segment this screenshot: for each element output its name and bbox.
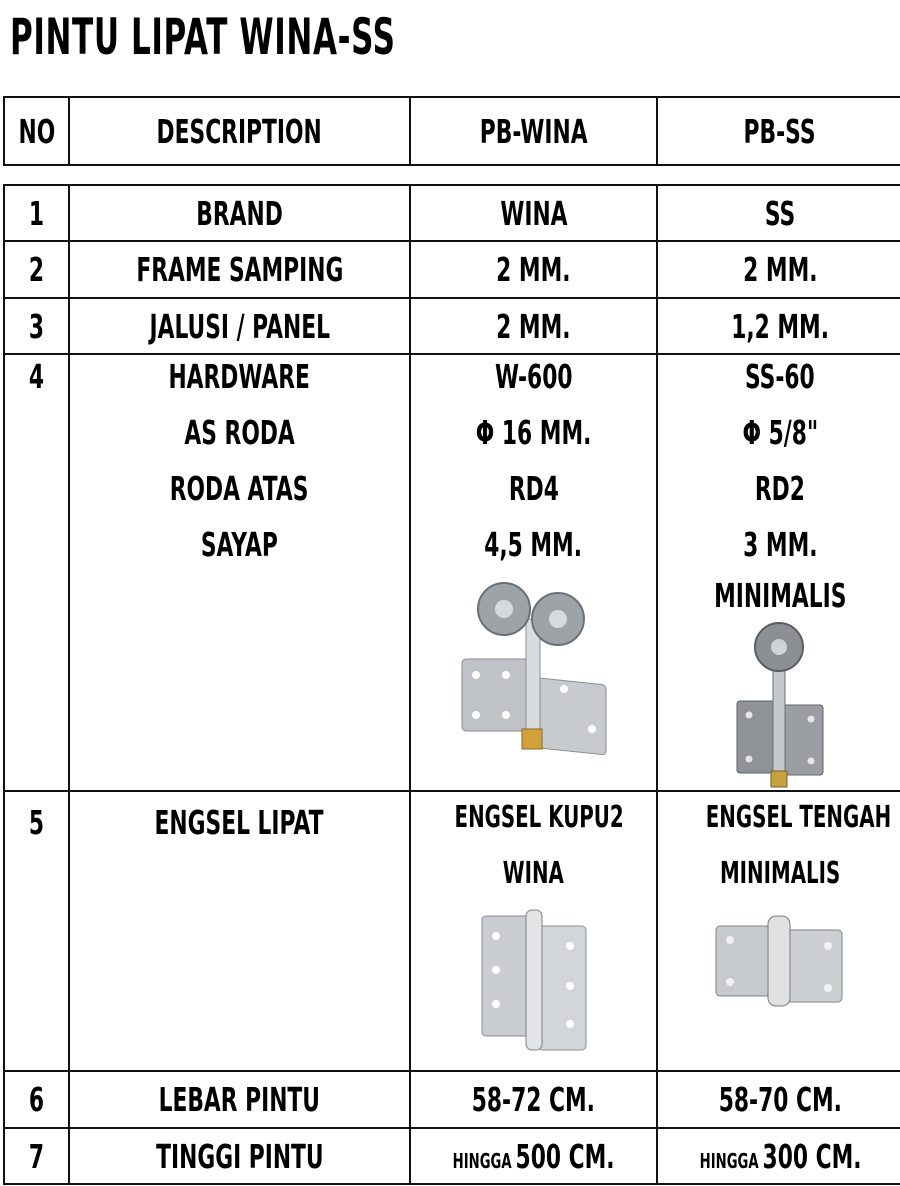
center-hinge-image [710,906,850,1016]
row-number: 7 [4,1128,69,1184]
sayap-label: SAYAP [201,525,278,564]
spec-table [3,184,900,1185]
table-row [4,354,900,791]
header-row [4,97,900,165]
value-pb-wina: 2 MM. [410,298,657,354]
row-description: JALUSI / PANEL [69,298,410,354]
roller-hardware-w600-image [454,579,614,759]
table-row [4,1128,900,1184]
value-pb-ss: 2 MM. [657,241,900,298]
value-pb-ss: SS [657,185,900,241]
value-pb-ss: HINGGA 300 CM. [657,1128,900,1184]
value-pb-ss: 58-70 CM. [657,1071,900,1128]
value-pb-wina: 2 MM. [410,241,657,298]
roda-atas-label: RODA ATAS [170,469,309,508]
value-pb-wina: ENGSEL KUPU2 WINA [410,791,657,1071]
butterfly-hinge-image [474,906,594,1056]
roller-hardware-ss60-image [725,619,835,789]
row-description [69,354,410,791]
row-description: LEBAR PINTU [69,1071,410,1128]
header-pb-ss: PB-SS [657,97,900,165]
hardware-label: HARDWARE [168,357,311,396]
row-description: ENGSEL LIPAT [69,791,410,1071]
table-row [4,1071,900,1128]
table-row [4,241,900,298]
row-description: TINGGI PINTU [69,1128,410,1184]
value-pb-ss: 1,2 MM. [657,298,900,354]
row-number: 4 [4,354,69,791]
row-description: FRAME SAMPING [69,241,410,298]
value-pb-ss: ENGSEL TENGAH MINIMALIS [657,791,900,1071]
value-pb-wina: W-600 Φ 16 MM. RD4 4,5 MM. [410,354,657,791]
header-table [3,96,900,166]
header-pb-wina: PB-WINA [410,97,657,165]
table-row [4,298,900,354]
row-description: BRAND [69,185,410,241]
value-pb-wina: WINA [410,185,657,241]
value-pb-wina: 58-72 CM. [410,1071,657,1128]
row-number: 2 [4,241,69,298]
as-roda-label: AS RODA [184,413,295,452]
table-row [4,791,900,1071]
value-pb-wina: HINGGA 500 CM. [410,1128,657,1184]
row-number: 6 [4,1071,69,1128]
header-description: DESCRIPTION [69,97,410,165]
page-title: PINTU LIPAT WINA-SS [10,8,396,66]
row-number: 1 [4,185,69,241]
row-number: 3 [4,298,69,354]
value-pb-ss: SS-60 Φ 5/8" RD2 3 MM. MINIMALIS [657,354,900,791]
header-no: NO [4,97,69,165]
row-number: 5 [4,791,69,1071]
table-row [4,185,900,241]
